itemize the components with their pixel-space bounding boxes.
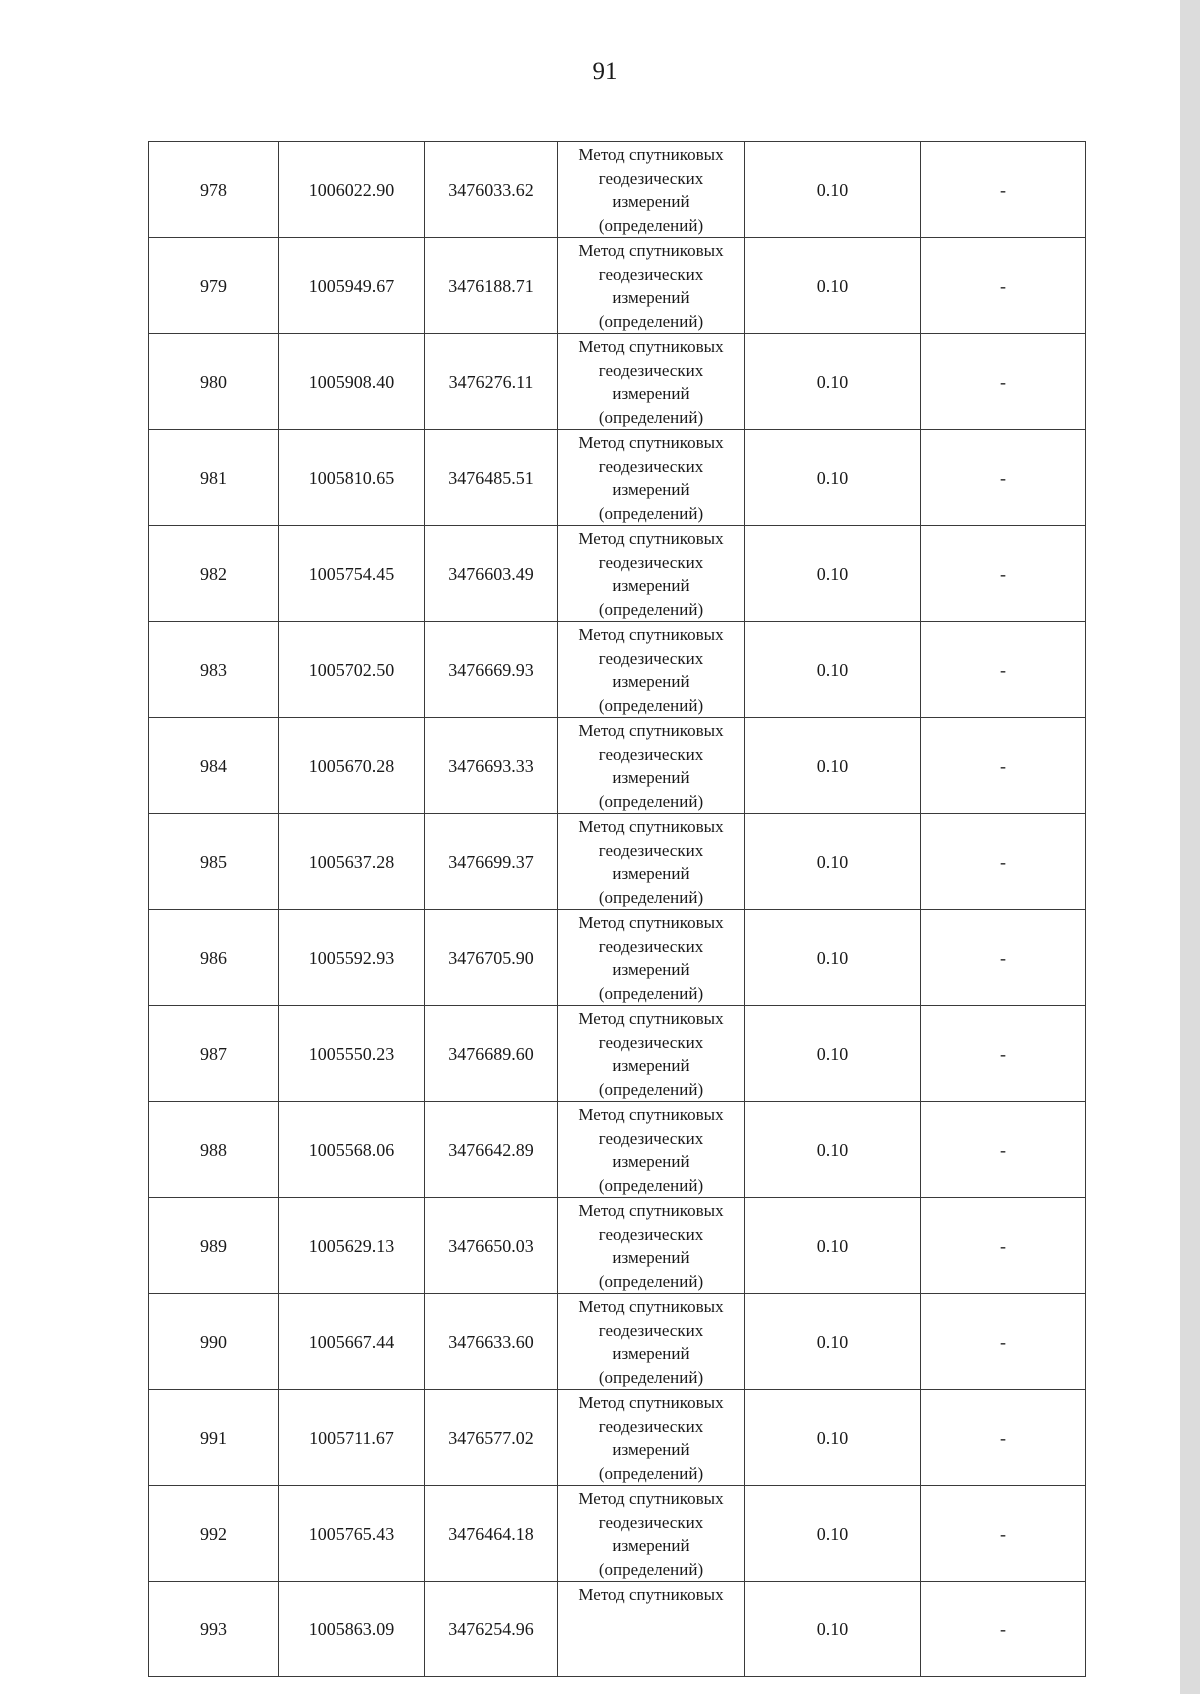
- method-line: геодезических: [598, 360, 704, 380]
- method-line: измерений: [612, 1152, 690, 1171]
- point-number-cell: 979: [149, 238, 279, 334]
- point-number-cell: 992: [149, 1486, 279, 1582]
- y-coordinate-cell: 3476669.93: [425, 622, 558, 718]
- note-cell: -: [921, 1390, 1086, 1486]
- y-coordinate-cell: 3476464.18: [425, 1486, 558, 1582]
- x-coordinate-cell: 1005592.93: [279, 910, 425, 1006]
- y-coordinate-cell: 3476705.90: [425, 910, 558, 1006]
- point-number-cell: 982: [149, 526, 279, 622]
- method-line: Метод спутниковых: [578, 1009, 724, 1028]
- method-line: (определений): [598, 407, 704, 427]
- accuracy-cell: 0.10: [745, 238, 921, 334]
- y-coordinate-cell: 3476033.62: [425, 142, 558, 238]
- method-cell: [558, 142, 745, 238]
- note-cell: -: [921, 238, 1086, 334]
- method-line: геодезических: [598, 936, 704, 956]
- accuracy-cell: 0.10: [745, 142, 921, 238]
- method-line: геодезических: [598, 648, 704, 668]
- note-cell: -: [921, 142, 1086, 238]
- y-coordinate-cell: 3476693.33: [425, 718, 558, 814]
- x-coordinate-cell: 1005765.43: [279, 1486, 425, 1582]
- method-line: измерений: [612, 960, 690, 979]
- point-number-cell: 987: [149, 1006, 279, 1102]
- point-number-cell: 983: [149, 622, 279, 718]
- method-line: измерений: [612, 192, 690, 211]
- method-line: (определений): [598, 1463, 704, 1483]
- accuracy-cell: 0.10: [745, 718, 921, 814]
- point-number-cell: 988: [149, 1102, 279, 1198]
- method-line: (определений): [598, 311, 704, 331]
- method-line: Метод спутниковых: [578, 1489, 724, 1508]
- method-line: Метод спутниковых: [578, 1105, 724, 1124]
- method-line: (определений): [598, 503, 704, 523]
- note-cell: -: [921, 1006, 1086, 1102]
- table-row: [149, 1198, 1086, 1294]
- y-coordinate-cell: 3476603.49: [425, 526, 558, 622]
- note-cell: -: [921, 814, 1086, 910]
- y-coordinate-cell: 3476633.60: [425, 1294, 558, 1390]
- y-coordinate-cell: 3476188.71: [425, 238, 558, 334]
- note-cell: -: [921, 1198, 1086, 1294]
- method-cell: [558, 718, 745, 814]
- accuracy-cell: 0.10: [745, 622, 921, 718]
- point-number-cell: 990: [149, 1294, 279, 1390]
- table-row: [149, 718, 1086, 814]
- method-line: Метод спутниковых: [578, 721, 724, 740]
- method-line: геодезических: [598, 1128, 704, 1148]
- x-coordinate-cell: 1005810.65: [279, 430, 425, 526]
- method-cell: [558, 334, 745, 430]
- accuracy-cell: 0.10: [745, 1390, 921, 1486]
- table-row: [149, 142, 1086, 238]
- point-number-cell: 986: [149, 910, 279, 1006]
- y-coordinate-cell: 3476577.02: [425, 1390, 558, 1486]
- method-line: геодезических: [598, 168, 704, 188]
- method-line: (определений): [598, 1175, 704, 1195]
- x-coordinate-cell: 1005670.28: [279, 718, 425, 814]
- method-line: Метод спутниковых: [578, 337, 724, 356]
- point-number-cell: 985: [149, 814, 279, 910]
- point-number-cell: 981: [149, 430, 279, 526]
- method-line: (определений): [598, 599, 704, 619]
- method-line: (определений): [598, 695, 704, 715]
- method-line: геодезических: [598, 1032, 704, 1052]
- method-cell: [558, 430, 745, 526]
- method-line: измерений: [612, 576, 690, 595]
- table-row: [149, 1102, 1086, 1198]
- method-line: Метод спутниковых: [578, 1585, 724, 1604]
- method-line: измерений: [612, 1248, 690, 1267]
- note-cell: -: [921, 430, 1086, 526]
- accuracy-cell: 0.10: [745, 526, 921, 622]
- accuracy-cell: 0.10: [745, 1582, 921, 1677]
- method-line: геодезических: [598, 456, 704, 476]
- y-coordinate-cell: 3476276.11: [425, 334, 558, 430]
- method-cell: [558, 238, 745, 334]
- method-cell: [558, 1198, 745, 1294]
- method-line: измерений: [612, 864, 690, 883]
- table-row: [149, 334, 1086, 430]
- note-cell: -: [921, 526, 1086, 622]
- method-line: (определений): [598, 887, 704, 907]
- method-cell: [558, 1294, 745, 1390]
- accuracy-cell: 0.10: [745, 814, 921, 910]
- y-coordinate-cell: 3476689.60: [425, 1006, 558, 1102]
- y-coordinate-cell: 3476254.96: [425, 1582, 558, 1677]
- point-number-cell: 978: [149, 142, 279, 238]
- y-coordinate-cell: 3476699.37: [425, 814, 558, 910]
- method-cell: [558, 1582, 745, 1677]
- table-row: [149, 622, 1086, 718]
- method-cell: [558, 1486, 745, 1582]
- method-line: Метод спутниковых: [578, 145, 724, 164]
- method-line: Метод спутниковых: [578, 433, 724, 452]
- method-cell: [558, 1006, 745, 1102]
- accuracy-cell: 0.10: [745, 1486, 921, 1582]
- x-coordinate-cell: 1005949.67: [279, 238, 425, 334]
- x-coordinate-cell: 1005637.28: [279, 814, 425, 910]
- x-coordinate-cell: 1005629.13: [279, 1198, 425, 1294]
- method-line: Метод спутниковых: [578, 1201, 724, 1220]
- coordinates-table-container: [148, 141, 1085, 1639]
- scan-edge-shadow: [1180, 0, 1200, 1694]
- point-number-cell: 989: [149, 1198, 279, 1294]
- table-row: [149, 238, 1086, 334]
- method-line: измерений: [612, 1344, 690, 1363]
- method-line: геодезических: [598, 1512, 704, 1532]
- x-coordinate-cell: 1005550.23: [279, 1006, 425, 1102]
- table-row: [149, 1582, 1086, 1677]
- method-line: (определений): [598, 1559, 704, 1579]
- method-line: Метод спутниковых: [578, 1297, 724, 1316]
- table-row: [149, 430, 1086, 526]
- x-coordinate-cell: 1005863.09: [279, 1582, 425, 1677]
- method-line: Метод спутниковых: [578, 241, 724, 260]
- method-line: геодезических: [598, 1224, 704, 1244]
- point-number-cell: 984: [149, 718, 279, 814]
- accuracy-cell: 0.10: [745, 1102, 921, 1198]
- x-coordinate-cell: 1005568.06: [279, 1102, 425, 1198]
- accuracy-cell: 0.10: [745, 334, 921, 430]
- method-cell: [558, 622, 745, 718]
- method-line: (определений): [598, 791, 704, 811]
- method-line: геодезических: [598, 264, 704, 284]
- method-line: измерений: [612, 288, 690, 307]
- note-cell: -: [921, 910, 1086, 1006]
- method-line: измерений: [612, 1536, 690, 1555]
- table-row: [149, 814, 1086, 910]
- method-line: Метод спутниковых: [578, 625, 724, 644]
- method-line: геодезических: [598, 1320, 704, 1340]
- method-line: (определений): [598, 983, 704, 1003]
- table-row: [149, 1294, 1086, 1390]
- method-cell: [558, 1390, 745, 1486]
- page-number: 91: [592, 58, 618, 85]
- method-line: (определений): [598, 215, 704, 235]
- y-coordinate-cell: 3476642.89: [425, 1102, 558, 1198]
- note-cell: -: [921, 1582, 1086, 1677]
- accuracy-cell: 0.10: [745, 1294, 921, 1390]
- note-cell: -: [921, 622, 1086, 718]
- point-number-cell: 980: [149, 334, 279, 430]
- y-coordinate-cell: 3476485.51: [425, 430, 558, 526]
- method-line: геодезических: [598, 552, 704, 572]
- note-cell: -: [921, 1102, 1086, 1198]
- note-cell: -: [921, 1294, 1086, 1390]
- method-line: геодезических: [598, 840, 704, 860]
- method-line: измерений: [612, 384, 690, 403]
- method-line: (определений): [598, 1271, 704, 1291]
- table-row: [149, 910, 1086, 1006]
- x-coordinate-cell: 1005667.44: [279, 1294, 425, 1390]
- note-cell: -: [921, 1486, 1086, 1582]
- method-line: (определений): [598, 1079, 704, 1099]
- note-cell: -: [921, 718, 1086, 814]
- method-line: Метод спутниковых: [578, 913, 724, 932]
- method-line: измерений: [612, 480, 690, 499]
- y-coordinate-cell: 3476650.03: [425, 1198, 558, 1294]
- method-line: (определений): [598, 1367, 704, 1387]
- x-coordinate-cell: 1006022.90: [279, 142, 425, 238]
- method-line: измерений: [612, 768, 690, 787]
- method-line: измерений: [612, 1440, 690, 1459]
- method-line: Метод спутниковых: [578, 529, 724, 548]
- table-body: [149, 142, 1086, 1677]
- method-cell: [558, 1102, 745, 1198]
- x-coordinate-cell: 1005711.67: [279, 1390, 425, 1486]
- method-line: измерений: [612, 672, 690, 691]
- point-number-cell: 993: [149, 1582, 279, 1677]
- method-cell: [558, 526, 745, 622]
- table-row: [149, 1390, 1086, 1486]
- method-cell: [558, 910, 745, 1006]
- note-cell: -: [921, 334, 1086, 430]
- accuracy-cell: 0.10: [745, 1006, 921, 1102]
- accuracy-cell: 0.10: [745, 430, 921, 526]
- x-coordinate-cell: 1005908.40: [279, 334, 425, 430]
- table-row: [149, 1486, 1086, 1582]
- method-line: Метод спутниковых: [578, 1393, 724, 1412]
- method-cell: [558, 814, 745, 910]
- table-row: [149, 526, 1086, 622]
- x-coordinate-cell: 1005754.45: [279, 526, 425, 622]
- x-coordinate-cell: 1005702.50: [279, 622, 425, 718]
- coordinates-table: [148, 141, 1086, 1677]
- accuracy-cell: 0.10: [745, 910, 921, 1006]
- point-number-cell: 991: [149, 1390, 279, 1486]
- method-line: измерений: [612, 1056, 690, 1075]
- table-row: [149, 1006, 1086, 1102]
- method-line: геодезических: [598, 744, 704, 764]
- method-line: геодезических: [598, 1416, 704, 1436]
- method-line: Метод спутниковых: [578, 817, 724, 836]
- accuracy-cell: 0.10: [745, 1198, 921, 1294]
